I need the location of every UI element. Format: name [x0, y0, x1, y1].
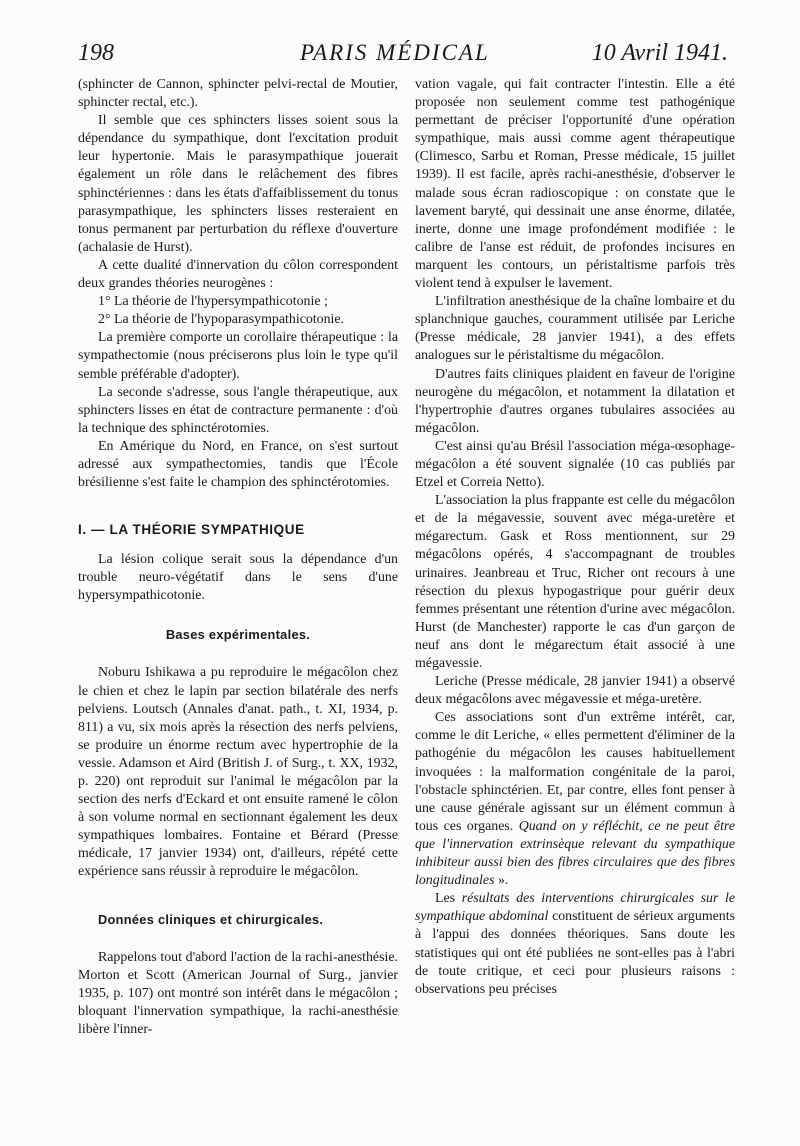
subsection-title: Bases expérimentales. — [165, 627, 311, 643]
paragraph — [415, 890, 735, 999]
paragraph: En Amérique du Nord, en France, on s'est surtout adressé aux sympathectomies, tandis que l'École brésilienne s'est faite le champion des sphinctérotomies. — [78, 438, 398, 491]
paragraph: La lésion colique serait sous la dépendance d'un trouble neuro-végétatif dans le sens d'une hypersympathicotonie. — [78, 552, 398, 604]
quote-text: Ces associations sont d'un extrême intérêt, car, comme le dit Leriche, « elles permettent d'éliminer de la pathogénie du mégacôlon les causes habituellement invoquées : la malformation congénitale de la paroi, l'obstacle sphinctérien. Et, par contre, elles font penser à une cause générale agissant sur un élément commun à tous ces organes. — [415, 710, 735, 834]
paragraph: Leriche (Presse médicale, 28 janvier 1941) a observé deux mégacôlons avec mégavessie et méga-uretère. — [415, 674, 735, 708]
page-number: 198 — [78, 40, 114, 66]
journal-title: PARIS MÉDICAL — [300, 40, 490, 65]
subsection-title: Données cliniques et chirurgicales. — [98, 911, 324, 927]
quote-emphasis: Quand on y réfléchit, ce ne peut être que l'innervation extrinsèque relevant du sympathique inhibiteur aussi bien des fibres circulaires que des fibres longitudinales — [415, 818, 735, 889]
section-title: I. — LA THÉORIE SYMPATHIQUE — [78, 522, 305, 538]
paragraph: Rappelons tout d'abord l'action de la rachi-anesthésie. Morton et Scott (American Journal of Surg., janvier 1935, p. 107) ont montré son intérêt dans le mégacôlon ; bloquant l'innervation sympathique, la rachi-anesthésie libère l'inner- — [78, 949, 398, 1037]
paragraph: C'est ainsi qu'au Brésil l'association méga-œsophage-mégacôlon a été souvent signalée (10 cas publiés par Etzel et Correia Netto). — [415, 438, 735, 491]
paragraph: La seconde s'adresse, sous l'angle thérapeutique, aux sphincters lisses en état de contracture permanente : d'où la technique des sphinctérotomies. — [78, 384, 398, 436]
text-run: Les — [435, 891, 462, 907]
paragraph: A cette dualité d'innervation du côlon correspondent deux grandes théories neurogènes : — [78, 257, 398, 292]
paragraph: D'autres faits cliniques plaident en faveur de l'origine neurogène du mégacôlon, et notamment la dilatation et l'hypertrophie d'autres organes tubulaires associées au mégacôlon. — [415, 366, 735, 436]
text-run: constituent de sérieux arguments à l'appui des données théoriques. Sans doute les statistiques qui ont été publiées ne sont-elles pas à l'abri de toute critique, et ceci pour plusieurs raisons : observations peu précises — [415, 909, 736, 997]
paragraph: Il semble que ces sphincters lisses soient sous la dépendance du sympathique, dont l'excitation produit leur hypertonie. Mais le parasympathique jouerait également un rôle dans le relâchement des fibres sphinctériennes : dans les états d'affaiblissement du tonus parasympathique, les sphincters lisses resteraient en tonus permanent par perturbation du réflexe d'ouverture (achalasie de Hurst). — [78, 113, 398, 255]
quote-close: ». — [494, 873, 509, 889]
paragraph: Noburu Ishikawa a pu reproduire le mégacôlon chez le chien et chez le lapin par section bilatérale des nerfs pelviens. Loutsch (Annales d'anat. path., t. XI, 1934, p. 811) a vu, six mois après la résection des nerfs pelviens, se produire un énorme rectum avec hypertrophie de la vessie. Adamson et Aird (British J. of Surg., t. XX, 1932, p. 220) ont reproduit sur l'animal le mégacôlon par la section des nerfs d'Eckard et ont ensuite ramené le côlon à son volume normal en sectionnant également les deux sympathiques lombaires. Fontaine et Bérard (Presse médicale, 17 janvier 1934) ont, d'ailleurs, répété cette expérience sans réussir à reproduire le mégacôlon. — [78, 665, 398, 880]
theory-item-1: 1° La théorie de l'hypersympathicotonie ; — [98, 294, 328, 310]
page-header — [78, 40, 728, 70]
emphasis: résultats des interventions chirurgicales sur le sympathique abdominal — [415, 891, 736, 925]
paragraph: L'association la plus frappante est celle du mégacôlon et de la mégavessie, souvent avec méga-uretère et mégarectum. Gask et Ross mentionnent, sur 29 mégacôlons opérés, 4 s'accompagnant de troubles urinaires. Jeanbreau et Truc, Richer ont recours à une résection du plexus hypogastrique pour guérir deux femmes présentant une rétention d'urine avec mégacôlon. Hurst (de Manchester) rapporte le cas d'un garçon de neuf ans dont le mégarectum était associé à une mégavessie. — [415, 493, 735, 671]
left-column — [78, 76, 398, 1039]
paragraph: L'infiltration anesthésique de la chaîne lombaire et du splanchnique gauches, couramment utilisée par Leriche (Presse médicale, 28 janvier 1941), a des effets analogues sur le péristaltisme du mégacôlon. — [415, 294, 735, 364]
paragraph: La première comporte un corollaire thérapeutique : la sympathectomie (nous préciserons plus loin le type qu'il semble préférable d'adopter). — [78, 330, 398, 382]
paragraph: vation vagale, qui fait contracter l'intestin. Elle a été proposée non seulement comme test pathogénique permettant de préciser l'opportunité d'une opération sympathique, mais aussi comme agent thérapeutique (Climesco, Sarbu et Roman, Presse médicale, 15 juillet 1939). Il est facile, après rachi-anesthésie, d'observer le malade sous écran radioscopique : on constate que le lavement baryté, qui dessinait une anse énorme, dilatée, inerte, donne une image profondément modifiée : le calibre de l'anse est réduit, de profondes incisures en marquent les contours, un péristaltisme parfois très violent tend à expulser le lavement. — [415, 77, 735, 292]
right-column — [415, 76, 735, 999]
theory-item-2: 2° La théorie de l'hypoparasympathicotonie. — [98, 312, 345, 328]
quote-paragraph — [415, 709, 735, 890]
issue-date: 10 Avril 1941. — [591, 40, 728, 66]
paragraph: (sphincter de Cannon, sphincter pelvi-rectal de Moutier, sphincter rectal, etc.). — [78, 77, 398, 111]
